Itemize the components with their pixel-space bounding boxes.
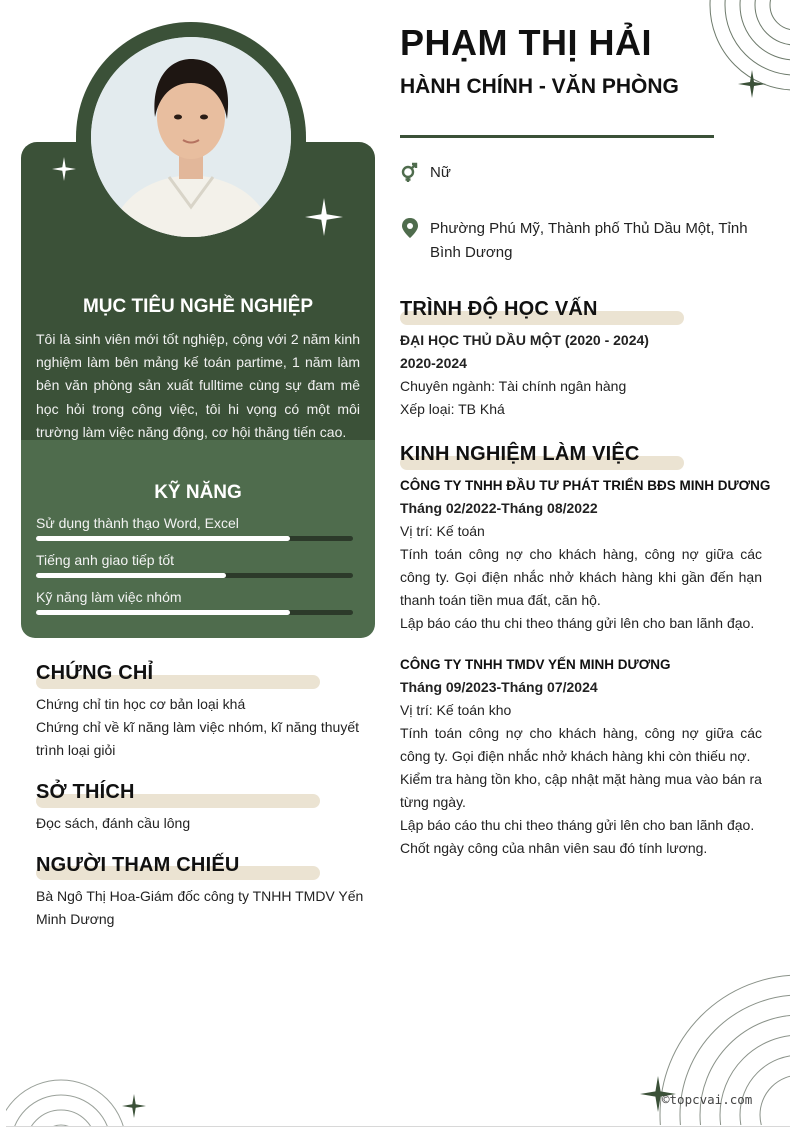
job-description: Tính toán công nợ cho khách hàng, công nợ giữa các công ty. Gọi điện nhắc nhở khách hàng khi còn thiếu nợ. [400, 725, 762, 764]
sparkle-icon [122, 1094, 146, 1118]
skill-label: Tiếng anh giao tiếp tốt [36, 552, 175, 568]
education-major: Chuyên ngành: Tài chính ngân hàng [400, 378, 627, 394]
job-description: Lập báo cáo thu chi theo tháng gửi lên cho ban lãnh đạo. [400, 817, 755, 833]
location-pin-icon [400, 218, 420, 238]
address-text: Phường Phú Mỹ, Thành phố Thủ Dầu Một, Tỉnh Bình Dương [430, 220, 748, 261]
candidate-name: PHẠM THỊ HẢI [400, 22, 652, 63]
reference-title: NGƯỜI THAM CHIẾU [36, 854, 240, 876]
sparkle-icon [52, 157, 76, 181]
avatar [91, 37, 291, 237]
skill-bar [36, 610, 353, 615]
certificate-item: Chứng chỉ về kĩ năng làm việc nhóm, kĩ năng thuyết trình loại giỏi [36, 719, 359, 758]
hobbies-text: Đọc sách, đánh cầu lông [36, 815, 191, 831]
objective-title: MỤC TIÊU NGHỀ NGHIỆP [82, 296, 314, 317]
watermark: ©topcvai.com [662, 1092, 753, 1107]
education-title: TRÌNH ĐỘ HỌC VẤN [400, 298, 598, 320]
candidate-role: HÀNH CHÍNH - VĂN PHÒNG [400, 75, 679, 98]
gender-text: Nữ [430, 164, 451, 181]
experience-title: KINH NGHIỆM LÀM VIỆC [400, 443, 640, 465]
skill-bar [36, 536, 353, 541]
skills-title: KỸ NĂNG [154, 482, 242, 503]
skill-bar-fill [36, 573, 226, 578]
job-company: CÔNG TY TNHH ĐẦU TƯ PHÁT TRIỂN BĐS MINH DƯƠNG [400, 478, 771, 493]
skill-label: Sử dụng thành thạo Word, Excel [36, 515, 239, 531]
job-period: Tháng 02/2022-Tháng 08/2022 [400, 500, 598, 516]
skill-bar-fill [36, 536, 290, 541]
objective-text: Tôi là sinh viên mới tốt nghiệp, cộng với 2 năm kinh nghiệm làm bên mảng kế toán partime, 1 năm làm bên văn phòng sản xuất fulltime cùng sự đam mê học hỏi trong công việc, tôi hi vọng có một môi trường làm việc năng động, cơ hội thăng tiến cao. [36, 331, 360, 440]
sparkle-icon [738, 70, 766, 98]
sparkle-icon [305, 198, 343, 236]
job-description: Tính toán công nợ cho khách hàng, công nợ giữa các công ty. Gọi điện nhắc nhở khách hàng khi gần đến hạn thanh toán tiền mua đất, căn hộ. [400, 546, 762, 608]
reference-text: Bà Ngô Thị Hoa-Giám đốc công ty TNHH TMDV Yến Minh Dương [36, 888, 364, 927]
job-description: Chốt ngày công của nhân viên sau đó tính lương. [400, 840, 708, 856]
education-school: ĐẠI HỌC THỦ DẦU MỘT (2020 - 2024) [400, 332, 649, 348]
skill-bar-fill [36, 610, 290, 615]
job-company: CÔNG TY TNHH TMDV YẾN MINH DƯƠNG [400, 657, 671, 672]
gender-icon [399, 162, 419, 182]
hobbies-title: SỞ THÍCH [36, 781, 135, 803]
job-period: Tháng 09/2023-Tháng 07/2024 [400, 679, 598, 695]
certificates-title: CHỨNG CHỈ [36, 662, 154, 684]
job-position: Vị trí: Kế toán kho [400, 702, 512, 718]
skill-label: Kỹ năng làm việc nhóm [36, 589, 182, 605]
divider [400, 135, 714, 138]
arc-decoration-bottom-left [6, 1065, 126, 1126]
job-position: Vị trí: Kế toán [400, 523, 485, 539]
certificate-item: Chứng chỉ tin học cơ bản loại khá [36, 696, 246, 712]
education-grade: Xếp loại: TB Khá [400, 401, 505, 417]
skill-bar [36, 573, 353, 578]
job-description: Lập báo cáo thu chi theo tháng gửi lên cho ban lãnh đạo. [400, 615, 755, 631]
job-description: Kiểm tra hàng tồn kho, cập nhật mặt hàng mua vào bán ra từng ngày. [400, 771, 762, 810]
education-years: 2020-2024 [400, 355, 467, 371]
